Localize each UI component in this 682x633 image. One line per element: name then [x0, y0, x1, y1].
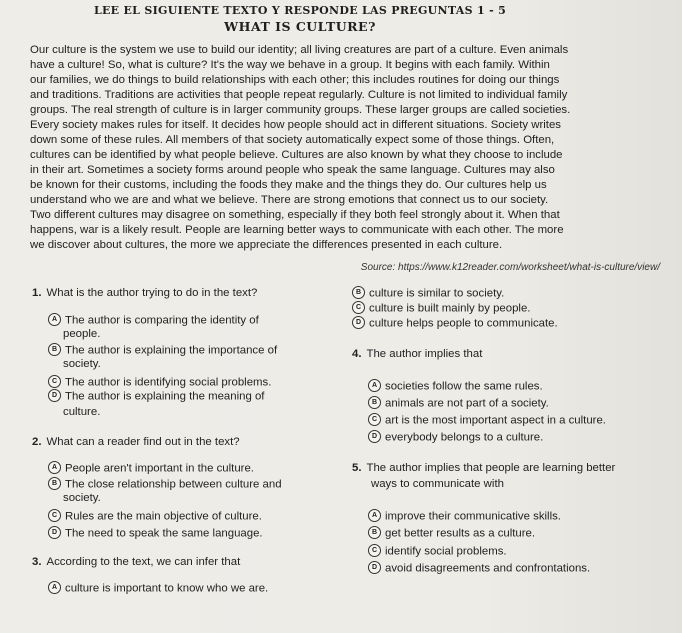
question-number: 5. — [352, 462, 362, 474]
option-b-icon: B — [368, 396, 381, 409]
question-text: What is the author trying to do in the text? — [46, 287, 258, 299]
q5-option-a[interactable] — [368, 510, 561, 523]
q5-option-b[interactable] — [368, 527, 535, 540]
option-text: The author is comparing the identity of — [65, 314, 259, 327]
q4-option-d[interactable] — [368, 431, 543, 444]
option-c-icon: C — [368, 413, 381, 426]
q3-option-b[interactable] — [352, 287, 504, 300]
option-a-icon: A — [48, 461, 61, 474]
option-c-icon: C — [48, 375, 61, 388]
passage-line: Two different cultures may disagree on something, especially if they both feel strongly about it. When that — [30, 209, 560, 221]
question-number: 2. — [32, 436, 42, 448]
option-text: The need to speak the same language. — [65, 527, 263, 540]
question-5 — [352, 462, 615, 474]
option-text: Rules are the main objective of culture. — [65, 510, 262, 523]
page-title: WHAT IS CULTURE? — [224, 19, 376, 34]
option-text: The author is identifying social problems. — [65, 376, 272, 389]
option-text: societies follow the same rules. — [385, 380, 543, 393]
option-text: avoid disagreements and confrontations. — [385, 562, 591, 575]
q1-option-a-continued: people. — [63, 328, 101, 340]
passage-line: happens, war is a likely result. People are learning better ways to communicate with each other. The more — [30, 224, 564, 236]
option-a-icon: A — [368, 509, 381, 522]
option-c-icon: C — [48, 509, 61, 522]
option-b-icon: B — [368, 526, 381, 539]
option-text: The author is explaining the meaning of — [65, 390, 265, 403]
option-text: animals are not part of a society. — [385, 397, 549, 410]
option-a-icon: A — [368, 379, 381, 392]
option-text: The close relationship between culture and — [65, 478, 282, 491]
instruction-heading: LEE EL SIGUIENTE TEXTO Y RESPONDE LAS PREGUNTAS 1 - 5 — [93, 4, 507, 17]
question-3 — [32, 556, 240, 568]
source-citation: Source: https://www.k12reader.com/worksheet/what-is-culture/view/ — [360, 262, 660, 273]
q3-option-a[interactable] — [48, 582, 268, 595]
option-b-icon: B — [48, 477, 61, 490]
question-5-continued: ways to communicate with — [371, 478, 504, 490]
question-2 — [32, 436, 240, 448]
question-text: The author implies that — [366, 348, 483, 360]
question-text: The author implies that people are learning better — [366, 462, 616, 474]
passage-line: down some of these rules. All members of that society automatically expect some of those things. Often, — [30, 134, 555, 146]
option-text: culture is important to know who we are. — [65, 582, 269, 595]
q4-option-b[interactable] — [368, 397, 549, 410]
passage-line: in their art. Sometimes a society forms around people who speak the same language. Cultures may also — [30, 164, 555, 176]
option-text: The author is explaining the importance of — [65, 344, 278, 357]
option-a-icon: A — [48, 581, 61, 594]
question-number: 3. — [32, 556, 42, 568]
q1-option-a[interactable] — [48, 314, 259, 327]
option-d-icon: D — [48, 389, 61, 402]
option-c-icon: C — [352, 301, 365, 314]
option-text: identify social problems. — [385, 545, 507, 558]
option-text: culture is built mainly by people. — [369, 302, 531, 315]
question-1 — [32, 287, 257, 299]
option-d-icon: D — [352, 316, 365, 329]
question-number: 4. — [352, 348, 362, 360]
q1-option-b[interactable] — [48, 344, 277, 357]
q1-option-d[interactable] — [48, 390, 264, 403]
option-text: art is the most important aspect in a culture. — [385, 414, 606, 427]
passage-line: have a culture! So, what is culture? It's the way we behave in a group. It begins with each family. Within — [30, 59, 550, 71]
option-text: People aren't important in the culture. — [65, 462, 254, 475]
passage-line: be known for their customs, including the foods they make and the things they do. Our cultures help us — [30, 179, 547, 191]
option-text: get better results as a culture. — [385, 527, 536, 540]
option-a-icon: A — [48, 313, 61, 326]
passage-line: understand who we are and what we believe. There are strong emotions that connect us to our society. — [30, 194, 549, 206]
option-text: culture helps people to communicate. — [369, 317, 558, 330]
option-text: improve their communicative skills. — [385, 510, 561, 523]
passage-line: Our culture is the system we use to build our identity; all living creatures are part of a culture. Even animals — [30, 44, 569, 56]
passage-line: Every society makes rules for itself. It decides how people should act in different situations. Society writes — [30, 119, 561, 131]
option-text: culture is similar to society. — [369, 287, 505, 300]
q3-option-d[interactable] — [352, 317, 558, 330]
q2-option-b[interactable] — [48, 478, 282, 491]
question-text: What can a reader find out in the text? — [46, 436, 240, 448]
option-d-icon: D — [368, 430, 381, 443]
q4-option-a[interactable] — [368, 380, 543, 393]
q3-option-c[interactable] — [352, 302, 530, 315]
option-d-icon: D — [368, 561, 381, 574]
passage-line: cultures can be identified by what people believe. Cultures are also known by what they choose to include — [30, 149, 563, 161]
question-4 — [352, 348, 482, 360]
q1-option-d-continued: culture. — [63, 406, 101, 418]
q5-option-c[interactable] — [368, 545, 507, 558]
question-number: 1. — [32, 287, 42, 299]
q5-option-d[interactable] — [368, 562, 590, 575]
q1-option-c[interactable] — [48, 376, 271, 389]
passage-line: our families, we do things to build relationships with each other; this includes routines for doing our things — [30, 74, 560, 86]
option-b-icon: B — [352, 286, 365, 299]
q2-option-c[interactable] — [48, 510, 262, 523]
option-text: everybody belongs to a culture. — [385, 431, 544, 444]
question-text: According to the text, we can infer that — [46, 556, 241, 568]
q2-option-d[interactable] — [48, 527, 263, 540]
q1-option-b-continued: society. — [63, 358, 101, 370]
passage-line: groups. The real strength of culture is in larger community groups. These larger groups are called societies. — [30, 104, 571, 116]
q4-option-c[interactable] — [368, 414, 606, 427]
passage-line: and traditions. Traditions are activities that people repeat regularly. Culture is not limited to individual family — [30, 89, 568, 101]
passage-line: we discover about cultures, the more we appreciate the differences presented in each culture. — [30, 239, 503, 251]
option-d-icon: D — [48, 526, 61, 539]
q2-option-b-continued: society. — [63, 492, 101, 504]
option-c-icon: C — [368, 544, 381, 557]
option-b-icon: B — [48, 343, 61, 356]
q2-option-a[interactable] — [48, 462, 254, 475]
